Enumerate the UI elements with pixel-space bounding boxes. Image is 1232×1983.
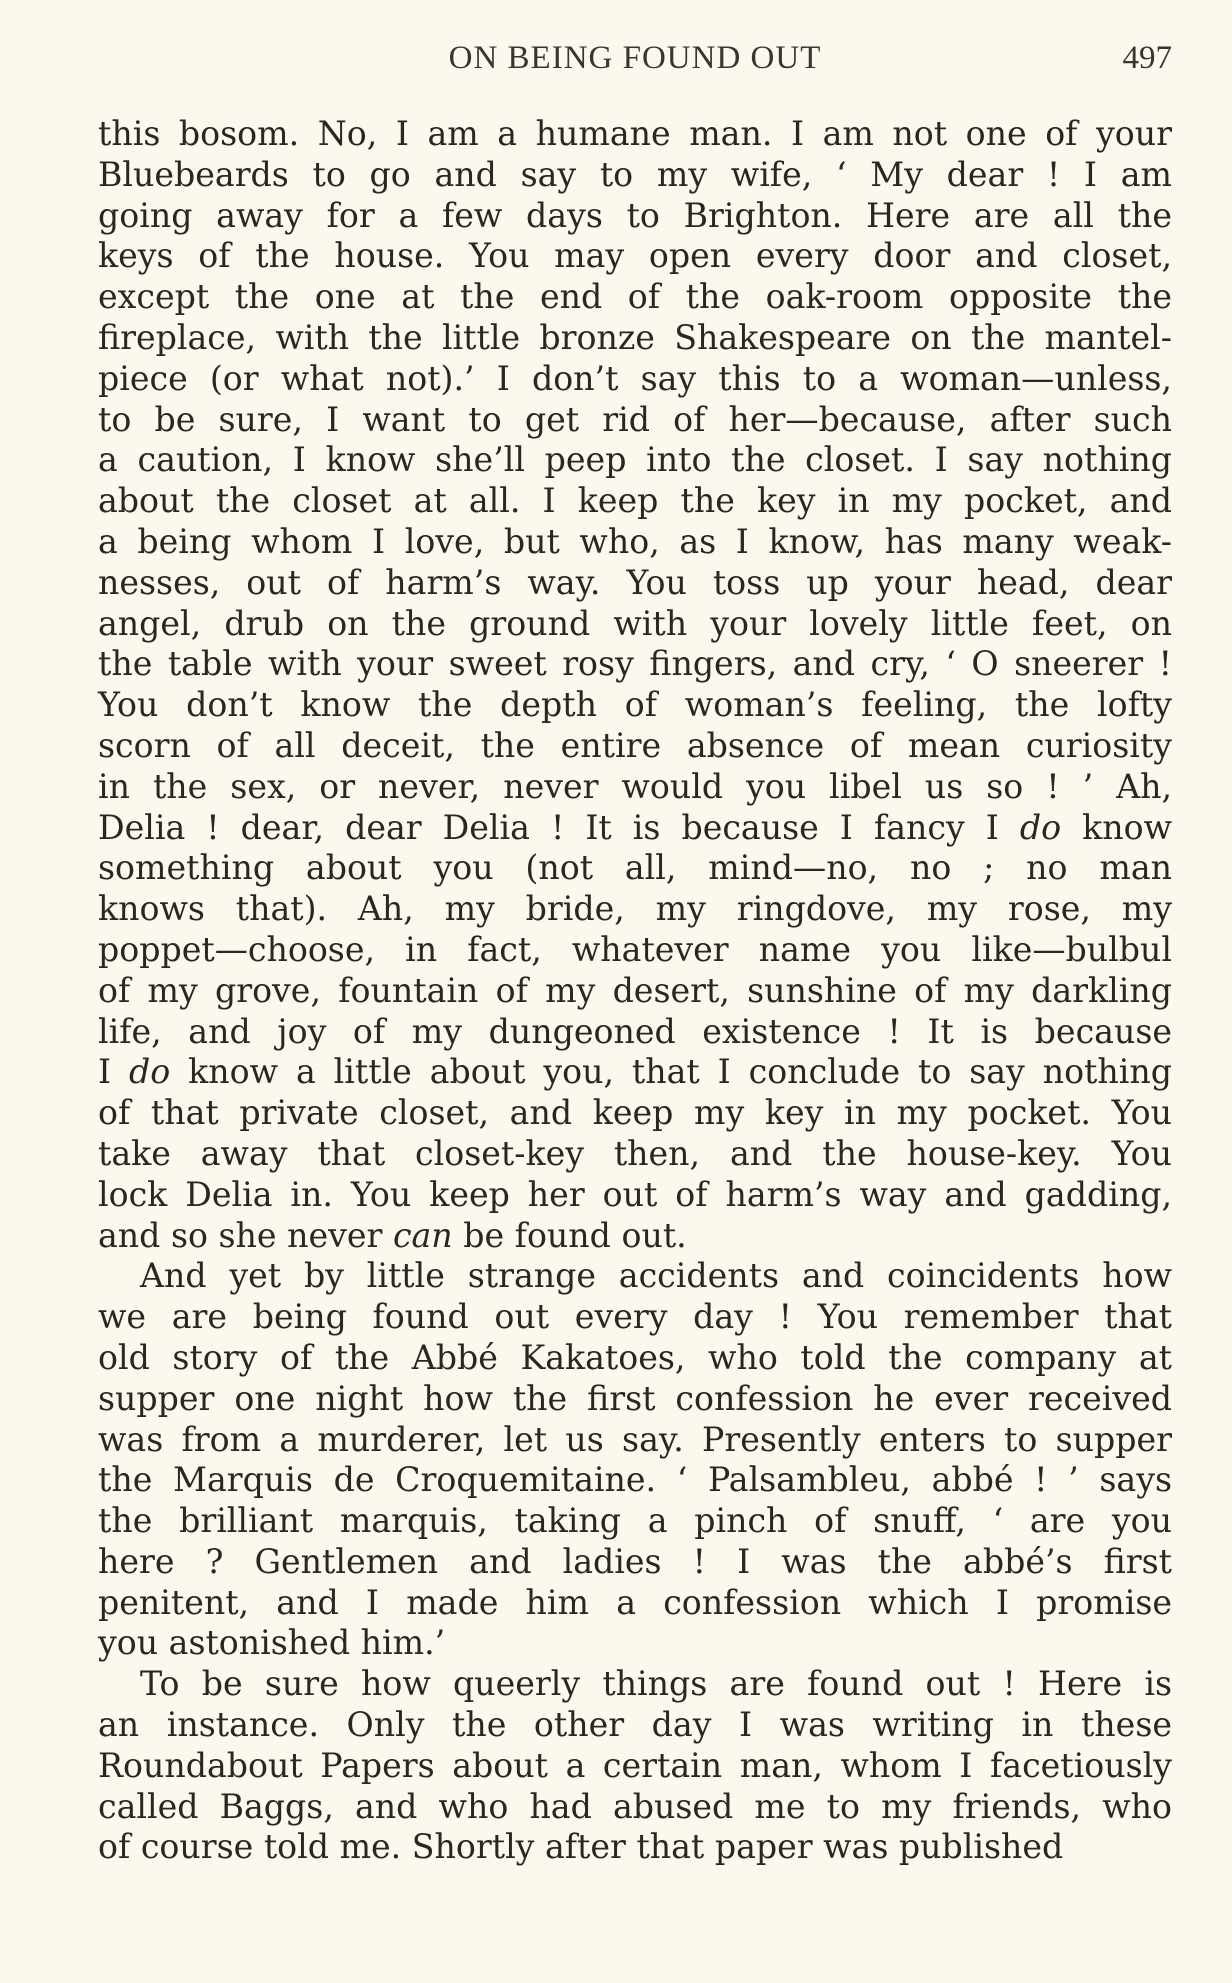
running-head: ON BEING FOUND OUT bbox=[448, 40, 822, 76]
text-line: keys of the house. You may open every door and closet, bbox=[98, 236, 1172, 276]
text-line: we are being found out every day ! You remember that bbox=[98, 1297, 1172, 1337]
text-line: and so she never can be found out. bbox=[98, 1215, 687, 1255]
text-line: called Baggs, and who had abused me to my friends, who bbox=[98, 1786, 1172, 1826]
paragraph bbox=[98, 1256, 1172, 1664]
text-line: a being whom I love, but who, as I know, has many weak- bbox=[98, 521, 1172, 561]
text-line: was from a murderer, let us say. Presently enters to supper bbox=[98, 1419, 1172, 1459]
text-line: an instance. Only the other day I was writing in these bbox=[98, 1705, 1172, 1745]
text-line: angel, drub on the ground with your lovely little feet, on bbox=[98, 603, 1172, 643]
page-number: 497 bbox=[1122, 40, 1172, 76]
text-line: I do know a little about you, that I conclude to say nothing bbox=[98, 1052, 1172, 1092]
text-line: this bosom. No, I am a humane man. I am not one of your bbox=[98, 114, 1172, 153]
text-line: lock Delia in. You keep her out of harm’s way and gadding, bbox=[98, 1174, 1172, 1214]
text-line: penitent, and I made him a confession which I promise bbox=[98, 1582, 1172, 1622]
text-line: the Marquis de Croquemitaine. ‘ Palsambleu, abbé ! ’ says bbox=[98, 1460, 1172, 1500]
text-line: Roundabout Papers about a certain man, whom I facetiously bbox=[98, 1745, 1172, 1785]
body-text bbox=[98, 114, 1172, 1868]
paragraph bbox=[98, 1664, 1172, 1868]
text-line: about the closet at all. I keep the key in my pocket, and bbox=[98, 481, 1172, 521]
text-line: knows that). Ah, my bride, my ringdove, my rose, my bbox=[98, 889, 1172, 929]
text-line: And yet by little strange accidents and coincidents how bbox=[140, 1256, 1172, 1296]
page-header bbox=[98, 40, 1172, 80]
text-line: nesses, out of harm’s way. You toss up your head, dear bbox=[98, 562, 1172, 602]
text-line: supper one night how the first confession he ever received bbox=[98, 1378, 1172, 1418]
paragraph bbox=[98, 114, 1172, 1256]
text-line: poppet—choose, in fact, whatever name you like—bulbul bbox=[98, 929, 1172, 969]
text-line: you astonished him.’ bbox=[98, 1623, 446, 1663]
text-line: here ? Gentlemen and ladies ! I was the abbé’s first bbox=[98, 1541, 1172, 1581]
text-line: scorn of all deceit, the entire absence of mean curiosity bbox=[98, 725, 1172, 765]
text-line: to be sure, I want to get rid of her—because, after such bbox=[98, 399, 1172, 439]
text-line: old story of the Abbé Kakatoes, who told the company at bbox=[98, 1337, 1172, 1377]
text-line: except the one at the end of the oak-room opposite the bbox=[98, 277, 1172, 317]
text-line: life, and joy of my dungeoned existence ! It is because bbox=[98, 1011, 1172, 1051]
text-line: Bluebeards to go and say to my wife, ‘ My dear ! I am bbox=[98, 154, 1172, 194]
text-line: going away for a few days to Brighton. Here are all the bbox=[98, 195, 1172, 235]
text-line: Delia ! dear, dear Delia ! It is because I fancy I do know bbox=[98, 807, 1172, 847]
text-line: a caution, I know she’ll peep into the closet. I say nothing bbox=[98, 440, 1172, 480]
text-line: You don’t know the depth of woman’s feeling, the lofty bbox=[98, 685, 1172, 725]
text-line: of my grove, fountain of my desert, sunshine of my darkling bbox=[98, 970, 1172, 1010]
text-line: take away that closet-key then, and the house-key. You bbox=[98, 1133, 1172, 1173]
text-line: the table with your sweet rosy fingers, and cry, ‘ O sneerer ! bbox=[98, 644, 1172, 684]
text-line: something about you (not all, mind—no, no ; no man bbox=[98, 848, 1172, 888]
text-line: of that private closet, and keep my key in my pocket. You bbox=[98, 1093, 1172, 1133]
text-line: in the sex, or never, never would you libel us so ! ’ Ah, bbox=[98, 766, 1172, 806]
text-line: To be sure how queerly things are found out ! Here is bbox=[140, 1664, 1172, 1704]
text-line: fireplace, with the little bronze Shakespeare on the mantel- bbox=[98, 317, 1172, 357]
text-line: the brilliant marquis, taking a pinch of snuff, ‘ are you bbox=[98, 1501, 1172, 1541]
text-line: piece (or what not).’ I don’t say this to a woman—unless, bbox=[98, 358, 1172, 398]
text-line: of course told me. Shortly after that paper was published bbox=[98, 1827, 1064, 1867]
